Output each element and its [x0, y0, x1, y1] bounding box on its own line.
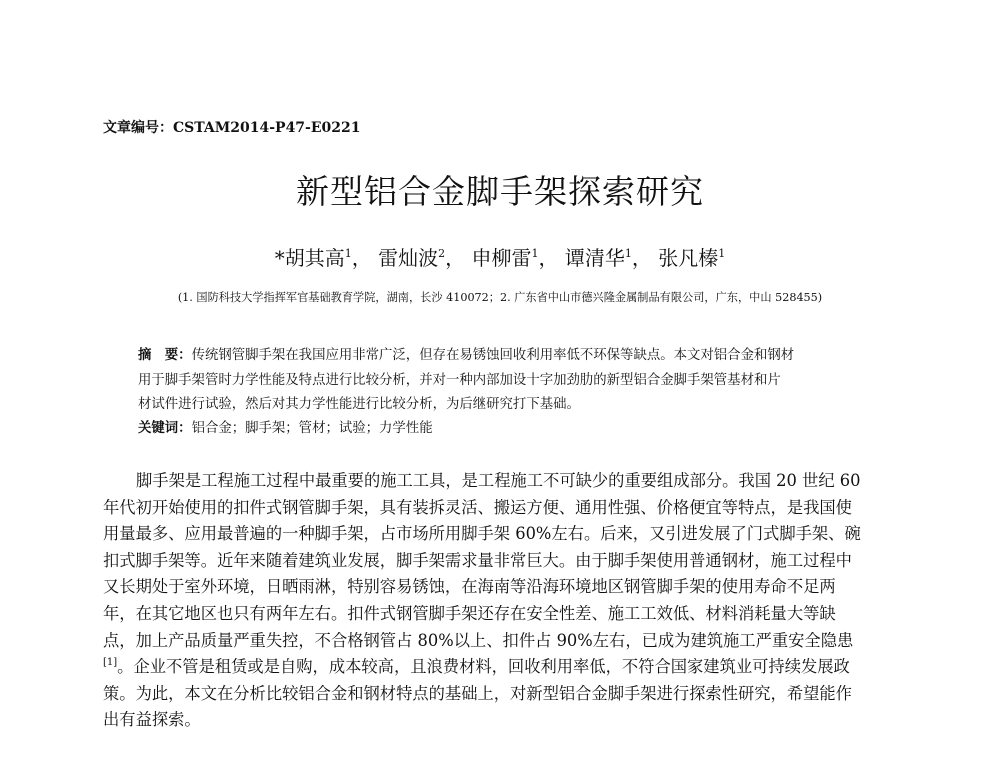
author-affiliation-mark: 1 — [624, 247, 632, 260]
keywords-text: 铝合金；脚手架；管材；试验；力学性能 — [191, 421, 433, 436]
author-separator: ， — [538, 246, 559, 270]
body-paragraph — [103, 468, 913, 734]
reference-mark: [1] — [103, 657, 118, 669]
paper-title: 新型铝合金脚手架探索研究 — [296, 172, 704, 211]
abstract-line: 用于脚手架管时力学性能及特点进行比较分析，并对一种内部加设十字加劲肋的新型铝合金脚手架管基材和片 — [138, 372, 781, 388]
abstract-block — [138, 343, 898, 418]
author-affiliation-mark: 2 — [438, 247, 446, 260]
author-separator: ， — [445, 246, 466, 270]
author-separator: ， — [351, 246, 372, 270]
body-line: 扣式脚手架等。近年来随着建筑业发展，脚手架需求量非常巨大。由于脚手架使用普通钢材，施工过程中 — [103, 550, 852, 570]
body-line: 又长期处于室外环境，日晒雨淋，特别容易锈蚀，在海南等沿海环境地区钢管脚手架的使用寿命不足两 — [103, 577, 836, 597]
abstract-line — [138, 343, 898, 369]
body-line: 策。为此，本文在分析比较铝合金和钢材特点的基础上，对新型铝合金脚手架进行探索性研究，希望能作 — [103, 683, 852, 703]
article-id: 文章编号：CSTAM2014-P47-E0221 — [103, 120, 361, 136]
affiliation-line: (1. 国防科技大学指挥军官基础教育学院，湖南，长沙 410072；2. 广东省中山市德兴隆金属制品有限公司，广东，中山 528455) — [177, 291, 823, 304]
abstract-text: 传统钢管脚手架在我国应用非常广泛，但存在易锈蚀回收利用率低不环保等缺点。本文对铝合金和钢材 — [191, 348, 795, 363]
author-separator: ， — [631, 246, 652, 270]
keywords-line — [138, 416, 433, 441]
author-affiliation-mark: 1 — [344, 247, 352, 260]
abstract-label: 摘 要： — [138, 347, 192, 363]
author-name: 谭清华 — [564, 246, 625, 270]
abstract-line: 材试件进行试验，然后对其力学性能进行比较分析，为后继研究打下基础。 — [138, 397, 580, 412]
author-list — [0, 242, 1000, 271]
author-affiliation-mark: 1 — [718, 247, 726, 260]
body-line: 年代初开始使用的扣件式钢管脚手架，具有装拆灵活、搬运方便、通用性强、价格便宜等特点，是我国使 — [103, 497, 852, 517]
body-line: 用量最多、应用最普遍的一种脚手架，占市场所用脚手架 60%左右。后来，又引进发展了门式脚手架、碗 — [103, 524, 861, 544]
body-line: 脚手架是工程施工过程中最重要的施工工具，是工程施工不可缺少的重要组成部分。我国 20 世纪 60 — [136, 471, 861, 490]
author-name: *胡其高 — [274, 246, 345, 270]
body-line: 点，加上产品质量严重失控，不合格钢管占 80%以上、扣件占 90%左右，已成为建筑施工严重安全隐患 — [103, 630, 854, 650]
author-name: 雷灿波 — [378, 246, 439, 270]
body-line-text: 。企业不管是租赁或是自购，成本较高，且浪费材料，回收利用率低，不符合国家建筑业可持续发展政 — [117, 657, 850, 677]
keywords-label: 关键词： — [138, 420, 192, 436]
author-name: 张凡榛 — [658, 246, 719, 270]
body-line — [103, 654, 913, 681]
author-affiliation-mark: 1 — [531, 247, 539, 260]
body-line: 出有益探索。 — [103, 710, 201, 730]
author-name: 申柳雷 — [471, 246, 532, 270]
body-line: 年，在其它地区也只有两年左右。扣件式钢管脚手架还存在安全性差、施工工效低、材料消耗量大等缺 — [103, 603, 836, 623]
